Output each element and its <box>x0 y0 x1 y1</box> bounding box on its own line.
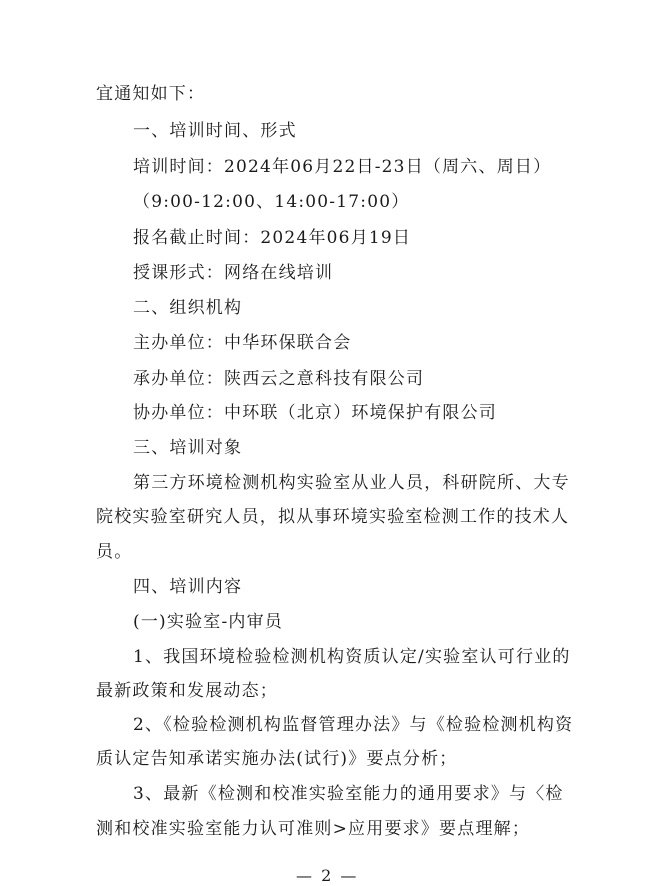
teaching-format: 授课形式：网络在线培训 <box>133 263 334 283</box>
content-item-2-line-2: 质认定告知承诺实施办法(试行)》要点分析； <box>96 749 458 769</box>
undertaker: 承办单位：陕西云之意科技有限公司 <box>133 369 425 389</box>
intro-line: 宜通知如下： <box>96 84 206 104</box>
audience-line-3: 员。 <box>96 542 133 562</box>
content-item-2-line-1: 2、《检验检测机构监督管理办法》与《检验检测机构资 <box>133 715 574 735</box>
content-item-3-line-2: 测和校准实验室能力认可准则>应用要求》要点理解； <box>96 819 531 839</box>
subsection-heading-1: (一)实验室-内审员 <box>133 612 284 632</box>
training-time: 培训时间：2024年06月22日-23日（周六、周日） <box>133 157 552 177</box>
audience-line-2: 院校实验室研究人员，拟从事环境实验室检测工作的技术人 <box>96 507 570 527</box>
section-heading-1: 一、培训时间、形式 <box>133 121 297 141</box>
audience-line-1: 第三方环境检测机构实验室从业人员，科研院所、大专 <box>133 473 570 493</box>
training-hours: （9:00-12:00、14:00-17:00） <box>133 192 410 212</box>
section-heading-3: 三、培训对象 <box>133 438 243 458</box>
content-item-1-line-2: 最新政策和发展动态； <box>96 681 278 701</box>
registration-deadline: 报名截止时间：2024年06月19日 <box>133 228 412 248</box>
section-heading-2: 二、组织机构 <box>133 298 243 318</box>
content-item-1-line-1: 1、我国环境检验检测机构资质认定/实验室认可行业的 <box>133 647 571 667</box>
page-number: — 2 — <box>296 866 359 885</box>
section-heading-4: 四、培训内容 <box>133 577 243 597</box>
organizer: 主办单位：中华环保联合会 <box>133 333 352 353</box>
co-organizer: 协办单位：中环联（北京）环境保护有限公司 <box>133 403 497 423</box>
content-item-3-line-1: 3、最新《检测和校准实验室能力的通用要求》与〈检 <box>133 784 564 804</box>
